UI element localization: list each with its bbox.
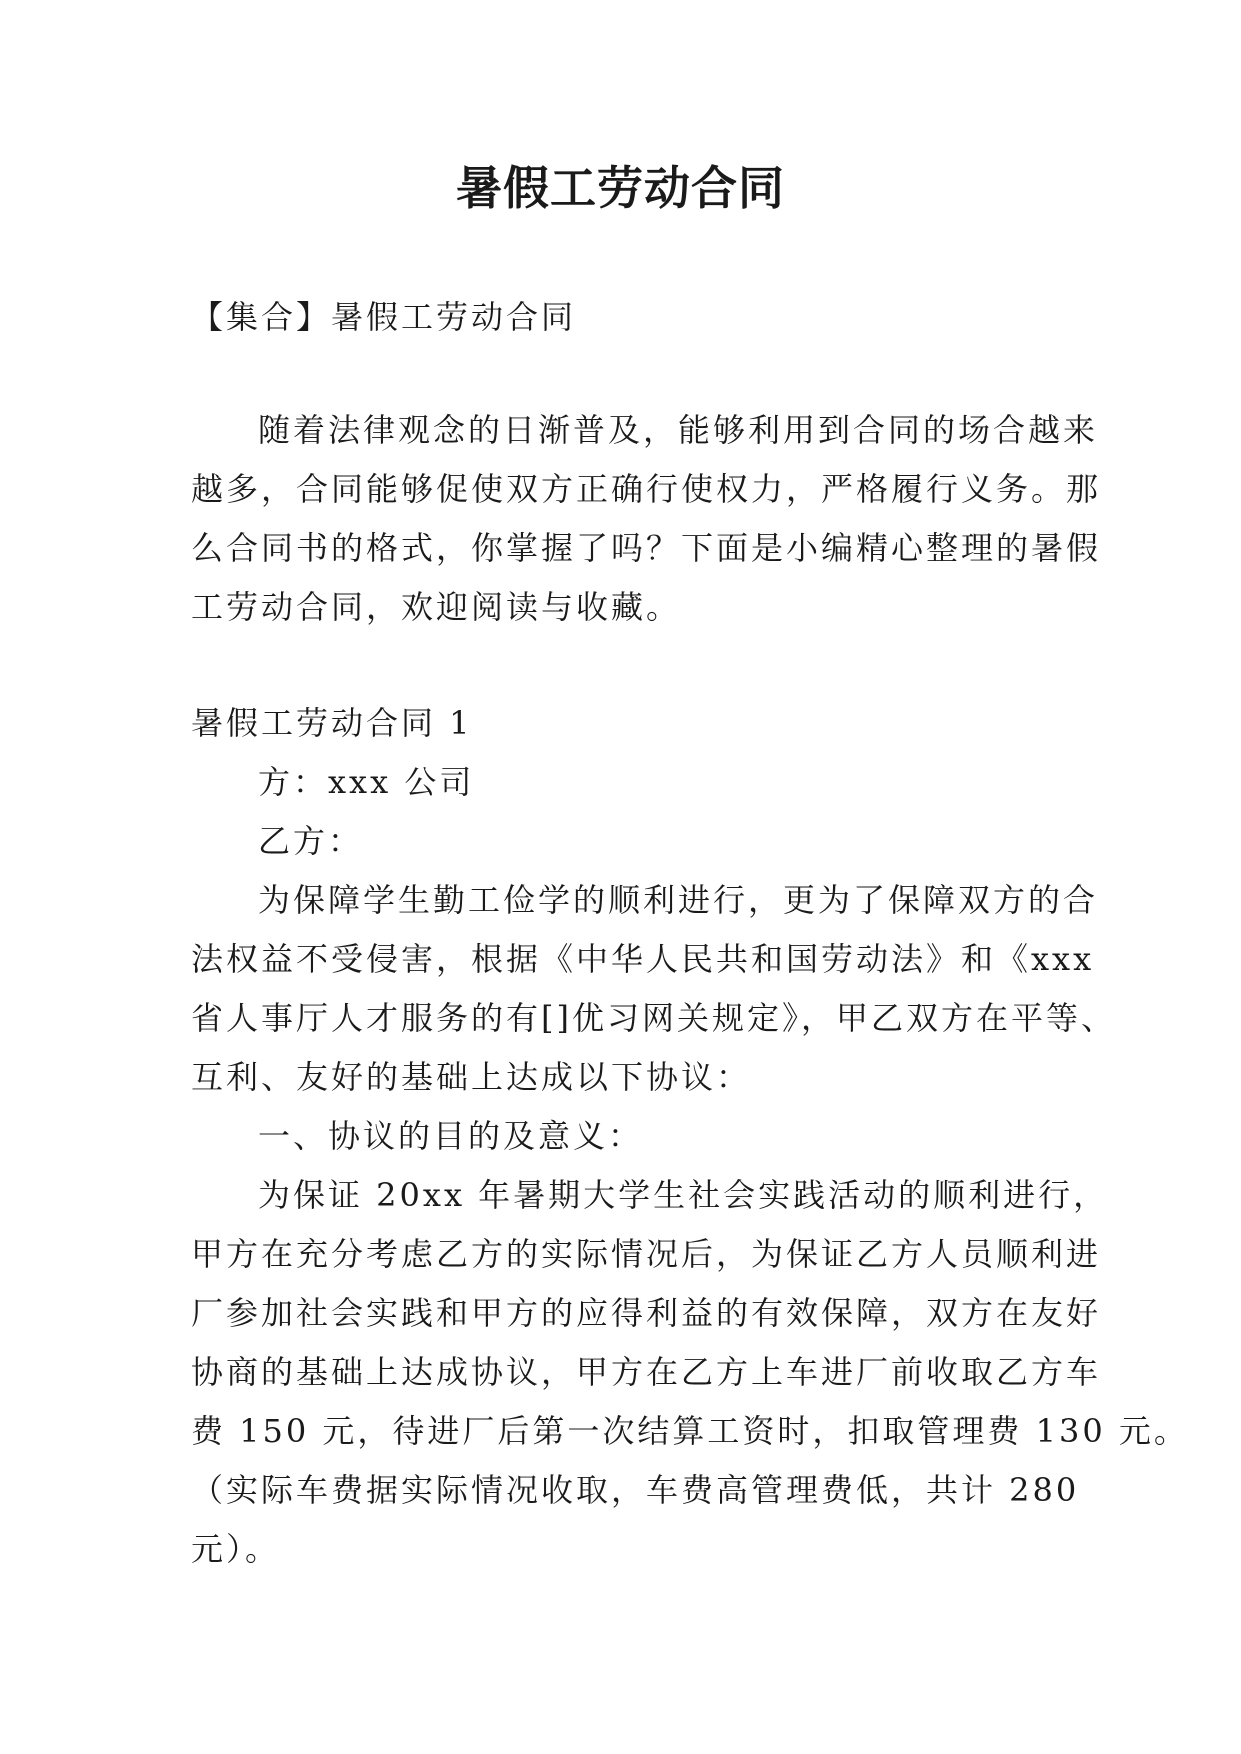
clause1-heading: 一、协议的目的及意义： [258, 1117, 644, 1155]
intro-line-3: 么合同书的格式，你掌握了吗？下面是小编精心整理的暑假 [191, 529, 1102, 567]
document-title: 暑假工劳动合同 [456, 161, 785, 215]
preamble-line-2: 法权益不受侵害，根据《中华人民共和国劳动法》和《xxx [191, 940, 1095, 978]
intro-line-2: 越多，合同能够促使双方正确行使权力，严格履行义务。那 [191, 470, 1102, 508]
clause1-line-1: 为保证 20xx 年暑期大学生社会实践活动的顺利进行， [258, 1176, 1109, 1214]
section-heading: 暑假工劳动合同 1 [191, 704, 473, 742]
preamble-line-1: 为保障学生勤工俭学的顺利进行，更为了保障双方的合 [258, 881, 1099, 919]
clause1-line-7: 元）。 [191, 1530, 281, 1568]
preamble-line-4: 互利、友好的基础上达成以下协议： [191, 1058, 752, 1096]
clause1-line-5: 费 150 元，待进厂后第一次结算工资时，扣取管理费 130 元。 [191, 1412, 1189, 1450]
clause1-line-4: 协商的基础上达成协议，甲方在乙方上车进厂前收取乙方车 [191, 1353, 1102, 1391]
intro-line-1: 随着法律观念的日渐普及，能够利用到合同的场合越来 [258, 411, 1099, 449]
clause1-line-3: 厂参加社会实践和甲方的应得利益的有效保障，双方在友好 [191, 1294, 1102, 1332]
party-b: 乙方： [258, 822, 364, 860]
intro-line-4: 工劳动合同，欢迎阅读与收藏。 [191, 588, 682, 626]
clause1-line-6: （实际车费据实际情况收取，车费高管理费低，共计 280 [191, 1471, 1080, 1509]
clause1-line-2: 甲方在充分考虑乙方的实际情况后，为保证乙方人员顺利进 [191, 1235, 1102, 1273]
preamble-line-3: 省人事厅人才服务的有[]优习网关规定》，甲乙双方在平等、 [191, 999, 1116, 1037]
party-a: 方：xxx 公司 [258, 763, 475, 801]
document-subtitle: 【集合】暑假工劳动合同 [191, 298, 577, 336]
